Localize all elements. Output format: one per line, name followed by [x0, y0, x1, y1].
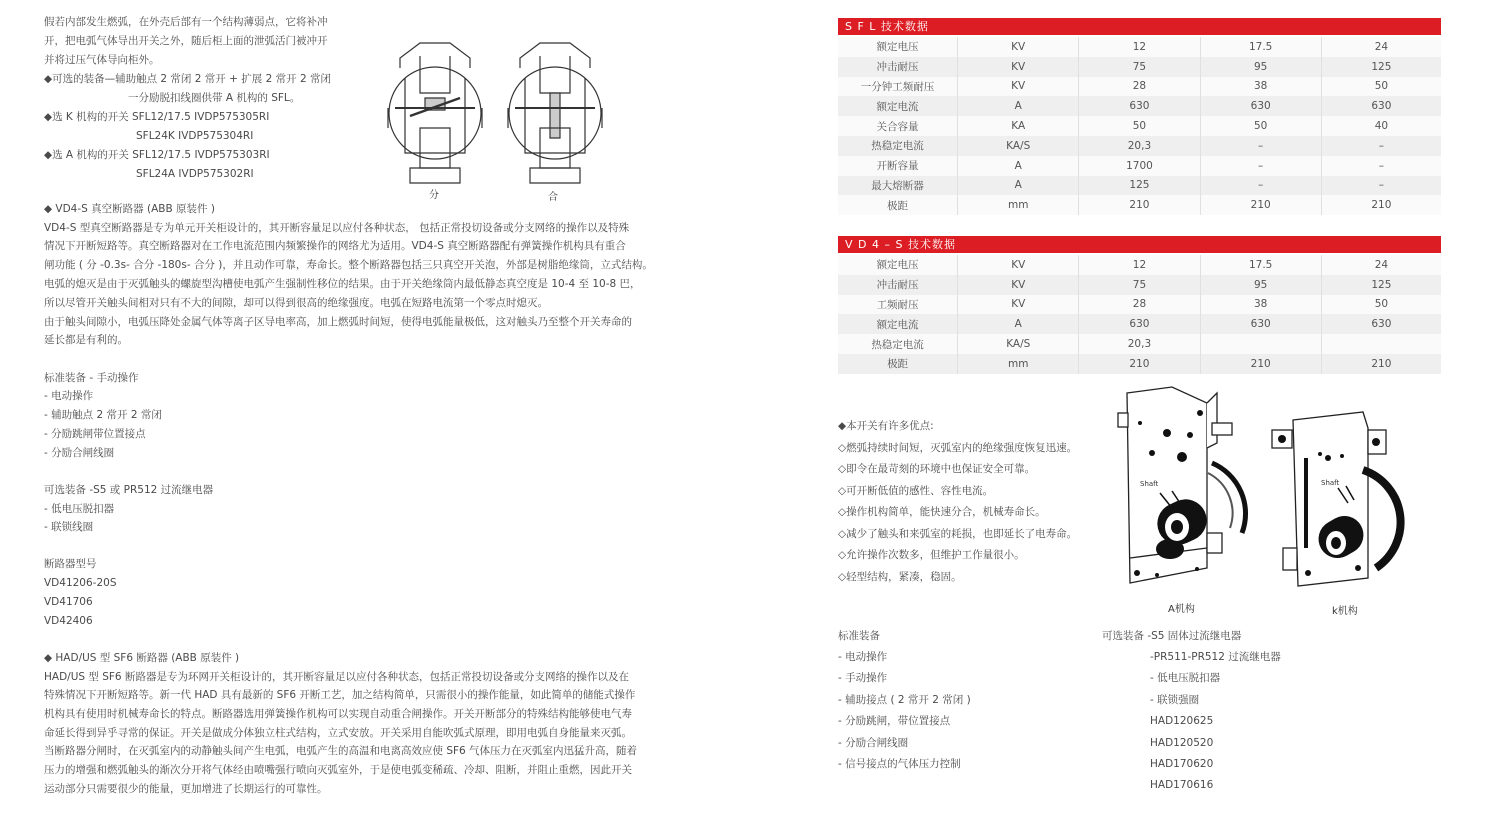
sfl-table-cell: 冲击耐压 — [838, 57, 958, 77]
vd4-table-cell: 210 — [1079, 354, 1200, 374]
vd4-table-cell: 极距 — [838, 354, 958, 374]
sfl-table-cell: 最大熔断器 — [838, 176, 958, 196]
vd4-table-cell: 12 — [1079, 255, 1200, 275]
intro-line: ◆选 K 机构的开关 SFL12/17.5 IVDP575305RI — [44, 111, 270, 123]
sfl-table-cell: KV — [958, 77, 1079, 97]
bottom-std-heading: 标准装备 — [838, 630, 880, 642]
vd4-heading: ◆ VD4-S 真空断路器 (ABB 原装件 ) — [44, 203, 215, 215]
vd4-table-cell: 24 — [1321, 255, 1441, 275]
sfl-table-cell: 210 — [1079, 195, 1200, 215]
vd4-table-cell: 38 — [1200, 295, 1321, 315]
sfl-table-cell: 额定电流 — [838, 96, 958, 116]
vd4-table-row — [838, 354, 1441, 374]
std-equipment-item: - 分励跳闸带位置接点 — [44, 428, 146, 440]
vd4-table-cell: 125 — [1321, 275, 1441, 295]
sfl-table-cell: KA — [958, 116, 1079, 136]
vd4-paragraph-line: 闸功能 ( 分 -0.3s- 合分 -180s- 合分 )，并且动作可靠，寿命长。整个断路器包括三只真空开关泡，外部是树脂绝缘筒，立式结构。 — [44, 259, 653, 271]
sfl-table-cell: KA/S — [958, 136, 1079, 156]
sfl-table-cell: KV — [958, 37, 1079, 57]
sfl-table-cell: KV — [958, 57, 1079, 77]
vd4-table-cell: 50 — [1321, 295, 1441, 315]
sfl-table-cell: 75 — [1079, 57, 1200, 77]
sfl-table-cell: 17.5 — [1200, 37, 1321, 57]
bottom-opt-item: HAD120625 — [1150, 715, 1214, 727]
sfl-table-cell: 210 — [1200, 195, 1321, 215]
bottom-std-item: - 手动操作 — [838, 672, 888, 684]
sfl-table-row — [838, 37, 1441, 57]
vd4-table-row — [838, 314, 1441, 334]
had-heading: ◆ HAD/US 型 SF6 断路器 (ABB 原装件 ) — [44, 652, 240, 664]
sfl-table-cell: 125 — [1079, 176, 1200, 196]
intro-line: SFL24A IVDP575302RI — [136, 168, 254, 180]
sfl-table-cell: 一分钟工频耐压 — [838, 77, 958, 97]
vd4-paragraph-line: 电弧的熄灭是由于灭弧触头的螺旋型沟槽使电弧产生强制性移位的结果。由于开关绝缘筒内最低静态真空度是 10-4 至 10-8 巴， — [44, 278, 641, 290]
sfl-table-cell: 95 — [1200, 57, 1321, 77]
sfl-table-cell: 极距 — [838, 195, 958, 215]
opt-equipment-item: - 低电压脱扣器 — [44, 503, 115, 515]
intro-line: ◆可选的装备—辅助触点 2 常闭 2 常开 + 扩展 2 常开 2 常闭 — [44, 73, 331, 85]
sfl-table-cell: A — [958, 156, 1079, 176]
mechanism-k-diagram — [1268, 408, 1408, 593]
sfl-table-row — [838, 57, 1441, 77]
vd4-table-cell: 630 — [1200, 314, 1321, 334]
diagram-label-close: 合 — [548, 192, 558, 203]
sfl-spec-table — [838, 37, 1441, 215]
vd4-table-cell: KV — [958, 295, 1079, 315]
vd4-table-cell: 28 — [1079, 295, 1200, 315]
std-equipment-item: - 分励合闸线圈 — [44, 447, 115, 459]
model-item: VD41706 — [44, 596, 93, 608]
advantage-item: ◇允许操作次数多，但维护工作量很小。 — [838, 549, 1025, 561]
vd4-table-cell: 210 — [1321, 354, 1441, 374]
bottom-opt-item: - 低电压脱扣器 — [1150, 672, 1221, 684]
model-item: VD42406 — [44, 615, 93, 627]
bottom-opt-heading: 可选装备 -S5 固体过流继电器 — [1102, 630, 1242, 642]
sfl-table-cell: 1700 — [1079, 156, 1200, 176]
mechanism-a-label: A机构 — [1168, 604, 1195, 615]
sfl-table-cell: mm — [958, 195, 1079, 215]
sfl-table-cell: 20,3 — [1079, 136, 1200, 156]
intro-line: ◆选 A 机构的开关 SFL12/17.5 IVDP575303RI — [44, 149, 270, 161]
had-paragraph-line: HAD/US 型 SF6 断路器是专为环网开关柜设计的，其开断容量足以应付各种状态，包括正常投切设备或分支网络的操作以及在 — [44, 671, 629, 683]
model-item: VD41206-20S — [44, 577, 117, 589]
bottom-opt-item: HAD170616 — [1150, 779, 1214, 791]
sfl-table-cell: 热稳定电流 — [838, 136, 958, 156]
sfl-table-cell: 125 — [1321, 57, 1441, 77]
vd4-paragraph-line: 由于触头间隙小，电弧压降处金属气体等离子区导电率高，加上燃弧时间短，使得电弧能量极低，这对触头乃至整个开关寿命的 — [44, 316, 632, 328]
vd4-table-cell: KA/S — [958, 334, 1079, 354]
opt-equipment-item: - 联锁线圈 — [44, 521, 94, 533]
advantage-item: ◇轻型结构，紧凑，稳固。 — [838, 571, 962, 583]
sfl-table-cell: 40 — [1321, 116, 1441, 136]
sfl-table-cell: 630 — [1079, 96, 1200, 116]
had-paragraph-line: 压力的增强和燃弧触头的渐次分开将气体经由喷嘴强行喷向灭弧室外，于是使电弧变稀疏、冷却、阻断，并阻止重燃，因此开关 — [44, 764, 632, 776]
advantage-item: ◇减少了触头和来弧室的耗损，也即延长了电寿命。 — [838, 528, 1078, 540]
intro-line: 一分励脱扣线圈供带 A 机构的 SFL。 — [128, 92, 301, 104]
sfl-table-cell: 50 — [1200, 116, 1321, 136]
intro-line: 开，把电弧气体导出开关之外，随后柜上面的泄弧活门被冲开 — [44, 35, 328, 47]
vd4-table-row — [838, 334, 1441, 354]
sfl-table-cell: – — [1321, 156, 1441, 176]
advantage-item: ◇操作机构简单，能快速分合，机械寿命长。 — [838, 506, 1046, 518]
vd4-table-cell: 额定电压 — [838, 255, 958, 275]
vd4-paragraph-line: 所以尽管开关触头间相对只有不大的间隙，却可以得到很高的绝缘强度。电弧在短路电流第一个零点时熄灭。 — [44, 297, 548, 309]
sfl-table-row — [838, 96, 1441, 116]
intro-line: 并将过压气体导向柜外。 — [44, 54, 160, 66]
vd4-table-cell: 20,3 — [1079, 334, 1200, 354]
sfl-table-row — [838, 77, 1441, 97]
advantage-item: ◇燃弧持续时间短，灭弧室内的绝缘强度恢复迅速。 — [838, 442, 1078, 454]
had-paragraph-line: 命延长得到异乎寻常的保证。开关是做成分体独立柱式结构，立式安放。开关采用自能吹弧式原理，即用电弧自身能量来灭弧。 — [44, 727, 632, 739]
intro-line: SFL24K IVDP575304RI — [136, 130, 254, 142]
vd4-table-cell: mm — [958, 354, 1079, 374]
vd4-table-title: V D 4 – S 技术数据 — [838, 236, 1441, 253]
sfl-table-cell: – — [1200, 156, 1321, 176]
sfl-table-cell: 50 — [1079, 116, 1200, 136]
sfl-table-row — [838, 136, 1441, 156]
bottom-opt-item: HAD170620 — [1150, 758, 1214, 770]
vd4-table-cell: 210 — [1200, 354, 1321, 374]
sfl-table-title: S F L 技术数据 — [838, 18, 1441, 35]
vd4-table-cell: A — [958, 314, 1079, 334]
sfl-table-cell: 50 — [1321, 77, 1441, 97]
sfl-table-cell: – — [1200, 136, 1321, 156]
vd4-table-cell: 热稳定电流 — [838, 334, 958, 354]
vd4-table-cell: 17.5 — [1200, 255, 1321, 275]
sfl-table-cell: 28 — [1079, 77, 1200, 97]
bottom-opt-item: HAD120520 — [1150, 737, 1214, 749]
vd4-table-cell: 95 — [1200, 275, 1321, 295]
sfl-table-row — [838, 176, 1441, 196]
vd4-table-cell — [1200, 334, 1321, 354]
sfl-table-cell: A — [958, 176, 1079, 196]
bottom-opt-item: -PR511-PR512 过流继电器 — [1150, 651, 1281, 663]
vd4-table-cell: 冲击耐压 — [838, 275, 958, 295]
sfl-table-cell: 38 — [1200, 77, 1321, 97]
std-equipment-heading: 标准装备 - 手动操作 — [44, 372, 139, 384]
mechanism-k-label: k机构 — [1332, 606, 1358, 617]
vd4-table-row — [838, 295, 1441, 315]
vd4-table-cell: KV — [958, 255, 1079, 275]
sfl-table-cell: 630 — [1321, 96, 1441, 116]
bottom-std-item: - 分励跳闸，带位置接点 — [838, 715, 951, 727]
vd4-table-cell: 75 — [1079, 275, 1200, 295]
bottom-std-item: - 电动操作 — [838, 651, 888, 663]
sfl-table-cell: 额定电压 — [838, 37, 958, 57]
sfl-table-cell: A — [958, 96, 1079, 116]
switch-diagram — [380, 38, 610, 193]
sfl-table-cell: 630 — [1200, 96, 1321, 116]
model-heading: 断路器型号 — [44, 558, 97, 570]
sfl-table-row — [838, 116, 1441, 136]
bottom-std-item: - 分励合闸线圈 — [838, 737, 909, 749]
diagram-label-open: 分 — [429, 190, 439, 201]
vd4-table-row — [838, 275, 1441, 295]
vd4-table-cell: 630 — [1321, 314, 1441, 334]
vd4-spec-table — [838, 255, 1441, 374]
bottom-opt-item: - 联锁强圈 — [1150, 694, 1200, 706]
sfl-table-cell: – — [1321, 136, 1441, 156]
sfl-table-cell: 24 — [1321, 37, 1441, 57]
bottom-std-item: - 信号接点的气体压力控制 — [838, 758, 961, 770]
sfl-table-row — [838, 156, 1441, 176]
vd4-table-cell: 额定电流 — [838, 314, 958, 334]
vd4-table-cell: 工频耐压 — [838, 295, 958, 315]
sfl-table-cell: 开断容量 — [838, 156, 958, 176]
mechanism-a-diagram — [1112, 383, 1262, 593]
sfl-table-cell: – — [1200, 176, 1321, 196]
std-equipment-item: - 辅助触点 2 常开 2 常闭 — [44, 409, 162, 421]
vd4-paragraph-line: VD4-S 型真空断路器是专为单元开关柜设计的，其开断容量足以应付各种状态， 包括正常投切设备或分支网络的操作以及特殊 — [44, 222, 630, 234]
had-paragraph-line: 机构具有使用时机械寿命长的特点。断路器选用弹簧操作机构可以实现自动重合闸操作。开关开断部分的特殊结构能够使电气寿 — [44, 708, 632, 720]
had-paragraph-line: 特殊情况下开断短路等。新一代 HAD 具有最新的 SF6 开断工艺，加之结构简单，只需很小的操作能量，如此简单的储能式操作 — [44, 689, 636, 701]
advantage-item: ◇可开断低值的感性、容性电流。 — [838, 485, 994, 497]
sfl-table-cell: 12 — [1079, 37, 1200, 57]
sfl-table-cell: 关合容量 — [838, 116, 958, 136]
advantage-item: ◇即令在最苛刻的环境中也保证安全可靠。 — [838, 463, 1036, 475]
vd4-paragraph-line: 情况下开断短路等。真空断路器对在工作电流范围内频繁操作的网络尤为适用。VD4-S 真空断路器配有弹簧操作机构具有重合 — [44, 240, 626, 252]
vd4-table-cell: KV — [958, 275, 1079, 295]
vd4-table-cell: 630 — [1079, 314, 1200, 334]
sfl-table-cell: – — [1321, 176, 1441, 196]
mechanism-a-shaft-label: Shaft — [1140, 480, 1159, 488]
vd4-table-row — [838, 255, 1441, 275]
bottom-std-item: - 辅助接点 ( 2 常开 2 常闭 ) — [838, 694, 971, 706]
mechanism-k-shaft-label: Shaft — [1321, 479, 1340, 487]
advantage-heading: ◆本开关有许多优点: — [838, 420, 934, 432]
sfl-table-cell: 210 — [1321, 195, 1441, 215]
vd4-table-cell — [1321, 334, 1441, 354]
opt-equipment-heading: 可选装备 -S5 或 PR512 过流继电器 — [44, 484, 214, 496]
had-paragraph-line: 运动部分只需要很少的能量，更加增进了长期运行的可靠性。 — [44, 783, 328, 795]
had-paragraph-line: 当断路器分闸时，在灭弧室内的动静触头间产生电弧，电弧产生的高温和电离高效应使 SF6 气体压力在灭弧室内迅猛升高，随着 — [44, 745, 638, 757]
std-equipment-item: - 电动操作 — [44, 390, 94, 402]
sfl-table-row — [838, 195, 1441, 215]
vd4-paragraph-line: 延长都是有利的。 — [44, 334, 128, 346]
intro-line: 假若内部发生燃弧，在外壳后部有一个结构薄弱点，它将补冲 — [44, 16, 328, 28]
